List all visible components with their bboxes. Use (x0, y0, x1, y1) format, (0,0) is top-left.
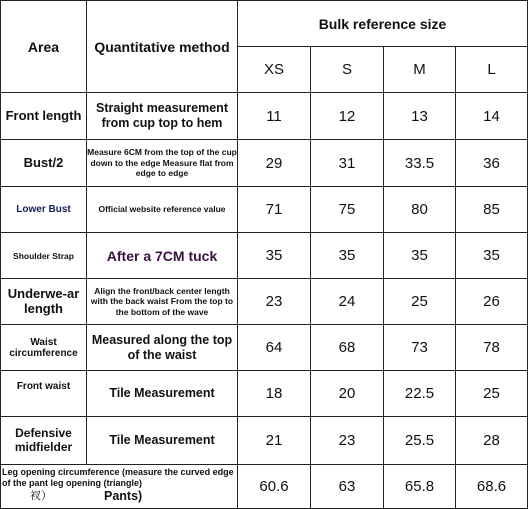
row-area: Front waist (1, 371, 87, 417)
row-area: Waist circumference (1, 325, 87, 371)
leg-opening-tail: 衩） (30, 489, 52, 502)
cell-xs: 71 (238, 187, 311, 233)
table-row (1, 371, 528, 417)
cell-m: 25.5 (384, 417, 456, 465)
cell-xs: 64 (238, 325, 311, 371)
row-method: Official website reference value (87, 187, 238, 233)
cell-l: 28 (456, 417, 528, 465)
cell-s: 23 (311, 417, 384, 465)
table-row (1, 187, 528, 233)
row-method: Tile Measurement (87, 371, 238, 417)
row-area-leg-opening (1, 465, 238, 509)
cell-l: 68.6 (456, 465, 528, 509)
cell-xs: 11 (238, 93, 311, 140)
cell-xs: 18 (238, 371, 311, 417)
cell-m: 65.8 (384, 465, 456, 509)
row-area: Underwe-ar length (1, 279, 87, 325)
row-method: Measure 6CM from the top of the cup down to the edge Measure flat from edge to edge (87, 140, 238, 187)
row-area: Bust/2 (1, 140, 87, 187)
cell-s: 12 (311, 93, 384, 140)
row-method: Align the front/back center length with the back waist From the top to the bottom of the wave (87, 279, 238, 325)
cell-s: 31 (311, 140, 384, 187)
cell-l: 14 (456, 93, 528, 140)
cell-m: 35 (384, 233, 456, 279)
leg-opening-label: Leg opening circumference (measure the curved edge of the pant leg opening (triangle) (2, 467, 234, 488)
cell-m: 22.5 (384, 371, 456, 417)
cell-l: 35 (456, 233, 528, 279)
row-area: Lower Bust (1, 187, 87, 233)
size-xs: XS (238, 47, 311, 93)
cell-l: 26 (456, 279, 528, 325)
table-row (1, 140, 528, 187)
row-area: Front length (1, 93, 87, 140)
cell-m: 25 (384, 279, 456, 325)
row-method: Straight measurement from cup top to hem (87, 93, 238, 140)
cell-xs: 35 (238, 233, 311, 279)
row-method: Measured along the top of the waist (87, 325, 238, 371)
cell-l: 78 (456, 325, 528, 371)
header-method: Quantitative method (87, 1, 238, 93)
cell-s: 68 (311, 325, 384, 371)
table-row (1, 465, 528, 509)
size-s: S (311, 47, 384, 93)
cell-xs: 29 (238, 140, 311, 187)
cell-m: 73 (384, 325, 456, 371)
cell-s: 24 (311, 279, 384, 325)
row-area: Shoulder Strap (1, 233, 87, 279)
cell-m: 33.5 (384, 140, 456, 187)
cell-l: 85 (456, 187, 528, 233)
cell-xs: 23 (238, 279, 311, 325)
size-l: L (456, 47, 528, 93)
cell-s: 75 (311, 187, 384, 233)
table-row (1, 325, 528, 371)
cell-s: 63 (311, 465, 384, 509)
cell-l: 25 (456, 371, 528, 417)
row-method: Tile Measurement (87, 417, 238, 465)
table-row (1, 417, 528, 465)
row-method: Pants) (104, 488, 143, 503)
cell-xs: 21 (238, 417, 311, 465)
header-bulk-size: Bulk reference size (238, 1, 528, 47)
header-area: Area (1, 1, 87, 93)
table-row (1, 93, 528, 140)
cell-s: 35 (311, 233, 384, 279)
cell-m: 13 (384, 93, 456, 140)
cell-l: 36 (456, 140, 528, 187)
row-area: Defensive midfielder (1, 417, 87, 465)
table-row (1, 233, 528, 279)
cell-m: 80 (384, 187, 456, 233)
table-row (1, 279, 528, 325)
size-m: M (384, 47, 456, 93)
cell-xs: 60.6 (238, 465, 311, 509)
row-method: After a 7CM tuck (87, 233, 238, 279)
cell-s: 20 (311, 371, 384, 417)
